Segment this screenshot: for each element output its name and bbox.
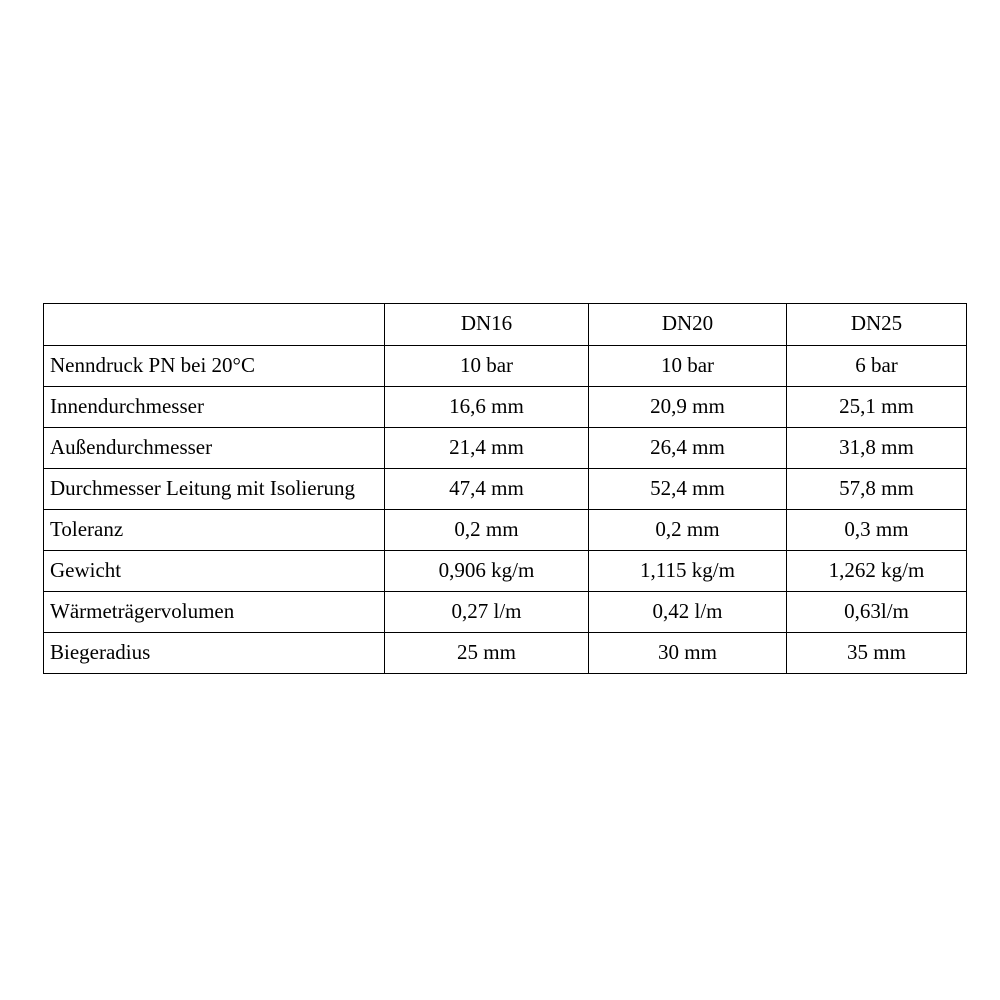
table-row (44, 633, 967, 674)
row-value: 20,9 mm (589, 387, 787, 428)
row-value: 21,4 mm (385, 428, 589, 469)
row-value: 10 bar (385, 346, 589, 387)
row-value: 0,2 mm (589, 510, 787, 551)
table-row (44, 428, 967, 469)
row-value: 0,27 l/m (385, 592, 589, 633)
table-row (44, 469, 967, 510)
row-value: 0,906 kg/m (385, 551, 589, 592)
row-value: 47,4 mm (385, 469, 589, 510)
row-label: Durchmesser Leitung mit Isolierung (44, 469, 385, 510)
row-value: 0,63l/m (787, 592, 967, 633)
table-row (44, 387, 967, 428)
row-label: Toleranz (44, 510, 385, 551)
row-value: 52,4 mm (589, 469, 787, 510)
table-row (44, 510, 967, 551)
row-label: Wärmeträgervolumen (44, 592, 385, 633)
row-label: Innendurchmesser (44, 387, 385, 428)
row-value: 26,4 mm (589, 428, 787, 469)
row-label: Nenndruck PN bei 20°C (44, 346, 385, 387)
table-row (44, 346, 967, 387)
row-value: 25 mm (385, 633, 589, 674)
row-label: Außendurchmesser (44, 428, 385, 469)
row-value: 1,115 kg/m (589, 551, 787, 592)
table-header-row (44, 304, 967, 346)
row-value: 0,2 mm (385, 510, 589, 551)
row-value: 25,1 mm (787, 387, 967, 428)
row-value: 0,42 l/m (589, 592, 787, 633)
header-cell-dn20: DN20 (589, 304, 787, 346)
spec-table (43, 303, 967, 674)
row-value: 35 mm (787, 633, 967, 674)
header-cell-dn25: DN25 (787, 304, 967, 346)
row-label: Biegeradius (44, 633, 385, 674)
row-value: 57,8 mm (787, 469, 967, 510)
row-value: 0,3 mm (787, 510, 967, 551)
header-cell-empty (44, 304, 385, 346)
row-value: 16,6 mm (385, 387, 589, 428)
header-cell-dn16: DN16 (385, 304, 589, 346)
row-value: 6 bar (787, 346, 967, 387)
table-row (44, 592, 967, 633)
row-value: 1,262 kg/m (787, 551, 967, 592)
row-label: Gewicht (44, 551, 385, 592)
table-row (44, 551, 967, 592)
row-value: 30 mm (589, 633, 787, 674)
row-value: 31,8 mm (787, 428, 967, 469)
row-value: 10 bar (589, 346, 787, 387)
